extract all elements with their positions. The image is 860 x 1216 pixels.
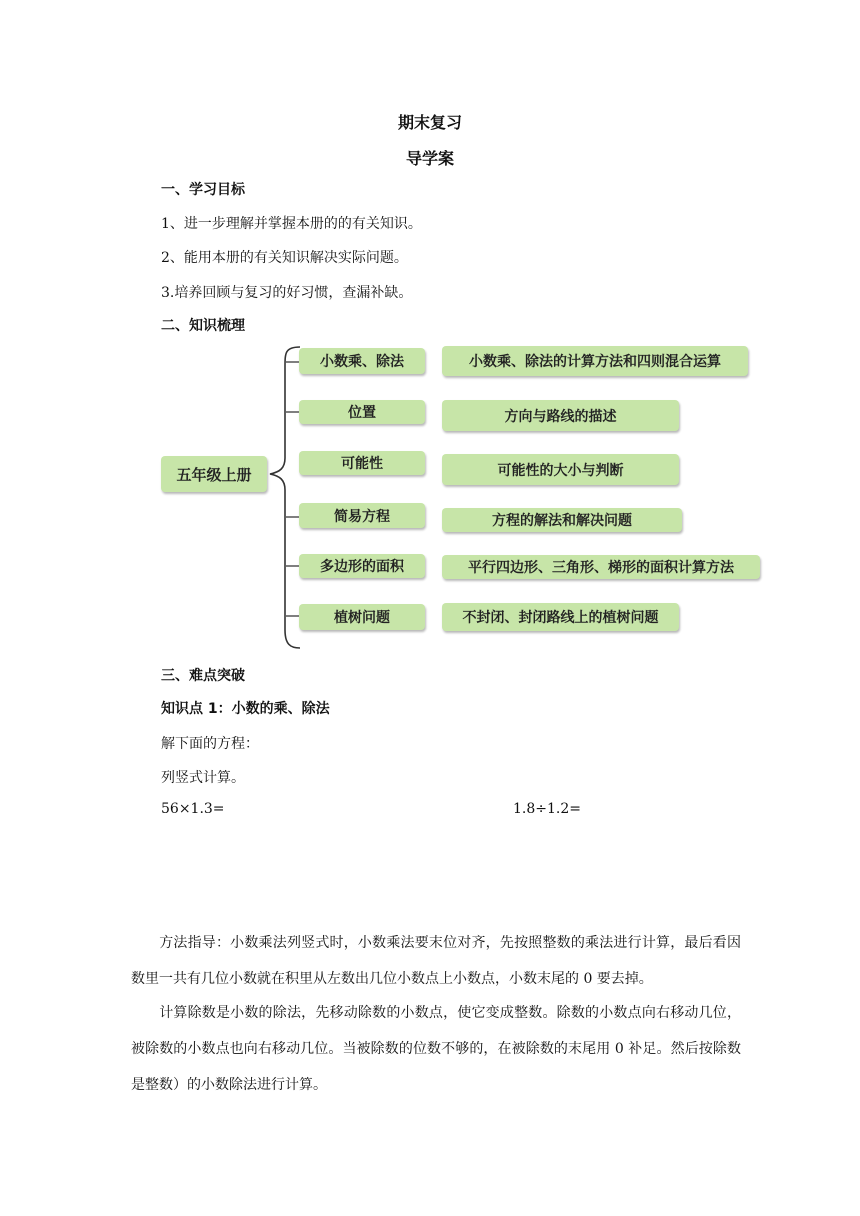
goal-item: 2、能用本册的有关知识解决实际问题。 — [161, 250, 408, 266]
goal-item: 3.培养回顾与复习的好习惯，查漏补缺。 — [161, 285, 413, 301]
topic-box: 小数乘、除法 — [299, 348, 425, 374]
detail-box: 方程的解法和解决问题 — [442, 508, 682, 532]
goal-item: 1、进一步理解并掌握本册的的有关知识。 — [161, 216, 422, 232]
section-heading-knowledge: 二、知识梳理 — [161, 318, 245, 334]
method-guide-paragraph — [131, 925, 741, 997]
expression-division: 1.8÷1.2= — [513, 801, 581, 817]
instruction-text: 解下面的方程： — [161, 736, 259, 752]
page-title: 期末复习 — [397, 113, 462, 132]
topic-box: 可能性 — [299, 451, 425, 475]
detail-box: 方向与路线的描述 — [442, 400, 679, 431]
detail-box: 不封闭、封闭路线上的植树问题 — [442, 603, 679, 631]
expression-multiplication: 56×1.3= — [161, 801, 225, 817]
mind-map-root: 五年级上册 — [161, 456, 267, 492]
division-guide-text: 计算除数是小数的除法，先移动除数的小数点，使它变成整数。除数的小数点向右移动几位，被除数的小数点也向右移动几位。当被除数的位数不够的，在被除数的末尾用 0 补足。然后按除数是整数）的小数除法进行计算。 — [131, 1005, 741, 1093]
topic-box: 植树问题 — [299, 604, 425, 630]
topic-box: 多边形的面积 — [299, 554, 425, 578]
method-guide-text: 方法指导：小数乘法列竖式时，小数乘法要末位对齐，先按照整数的乘法进行计算，最后看因数里一共有几位小数就在积里从左数出几位小数点上小数点，小数末尾的 0 要去掉。 — [131, 935, 741, 987]
detail-box: 平行四边形、三角形、梯形的面积计算方法 — [442, 555, 760, 579]
topic-box: 简易方程 — [299, 503, 425, 528]
division-guide-paragraph — [131, 995, 741, 1103]
section-heading-goals: 一、学习目标 — [161, 182, 245, 198]
section-heading-difficulties: 三、难点突破 — [161, 668, 245, 684]
instruction-text: 列竖式计算。 — [161, 770, 245, 786]
knowledge-point-title: 知识点 1：小数的乘、除法 — [161, 701, 330, 717]
topic-box: 位置 — [299, 400, 425, 424]
detail-box: 可能性的大小与判断 — [442, 454, 679, 485]
page-subtitle: 导学案 — [405, 149, 454, 168]
detail-box: 小数乘、除法的计算方法和四则混合运算 — [442, 346, 748, 376]
